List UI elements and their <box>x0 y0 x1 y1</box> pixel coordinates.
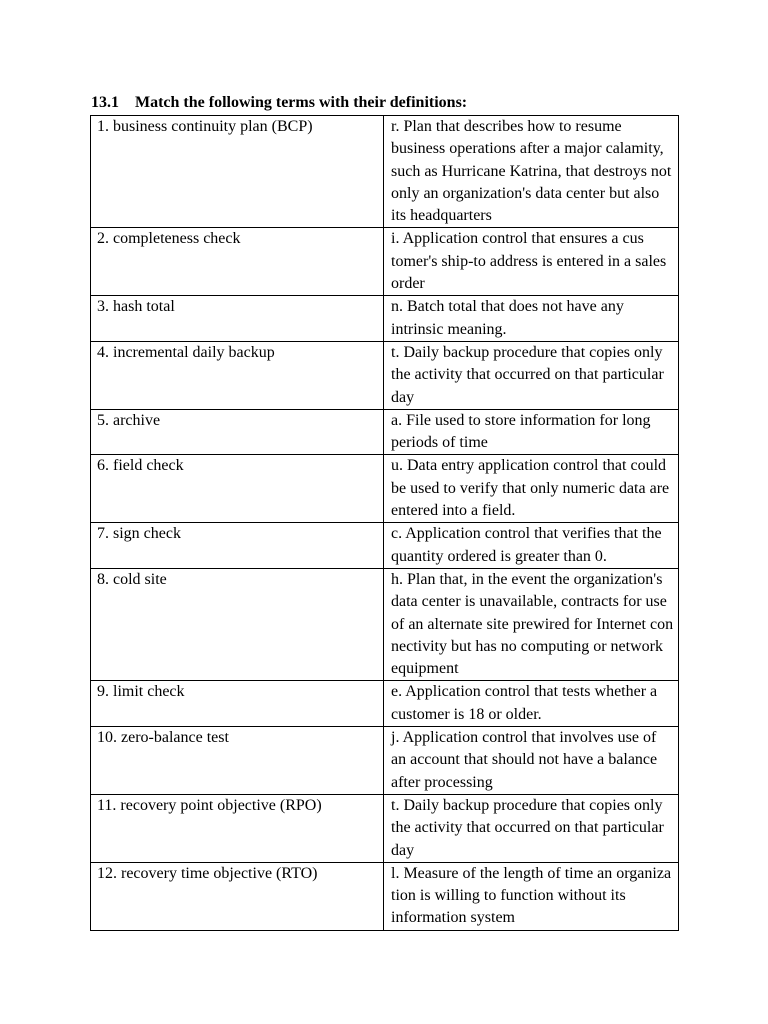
table-row <box>91 862 679 930</box>
definition-cell: c. Application control that verifies that the quantity ordered is greater than 0. <box>384 523 679 569</box>
term-cell: 8. cold site <box>91 568 384 680</box>
matching-table <box>90 115 679 931</box>
term-cell: 2. completeness check <box>91 228 384 296</box>
table-row <box>91 228 679 296</box>
definition-cell: h. Plan that, in the event the organization's data center is unavailable, contracts for use of an alternate site prewired for Internet con nectivity but has no computing or network equipment <box>384 568 679 680</box>
definition-cell: t. Daily backup procedure that copies only the activity that occurred on that particular day <box>384 794 679 862</box>
table-row <box>91 409 679 455</box>
term-cell: 10. zero-balance test <box>91 727 384 795</box>
table-row <box>91 455 679 523</box>
term-cell: 9. limit check <box>91 681 384 727</box>
exercise-instruction: Match the following terms with their definitions: <box>135 94 468 111</box>
table-row <box>91 116 679 228</box>
table-row <box>91 341 679 409</box>
definition-cell: u. Data entry application control that could be used to verify that only numeric data are entered into a field. <box>384 455 679 523</box>
table-row <box>91 568 679 680</box>
term-cell: 7. sign check <box>91 523 384 569</box>
term-cell: 12. recovery time objective (RTO) <box>91 862 384 930</box>
term-cell: 3. hash total <box>91 296 384 342</box>
table-row <box>91 681 679 727</box>
table-row <box>91 296 679 342</box>
definition-cell: j. Application control that involves use of an account that should not have a balance after processing <box>384 727 679 795</box>
definition-cell: l. Measure of the length of time an organiza tion is willing to function without its information system <box>384 862 679 930</box>
table-row <box>91 523 679 569</box>
definition-cell: i. Application control that ensures a cus tomer's ship-to address is entered in a sales order <box>384 228 679 296</box>
exercise-heading <box>91 93 467 113</box>
term-cell: 5. archive <box>91 409 384 455</box>
definition-cell: t. Daily backup procedure that copies only the activity that occurred on that particular day <box>384 341 679 409</box>
term-cell: 11. recovery point objective (RPO) <box>91 794 384 862</box>
term-cell: 6. field check <box>91 455 384 523</box>
table-row <box>91 794 679 862</box>
table-row <box>91 727 679 795</box>
definition-cell: r. Plan that describes how to resume business operations after a major calamity, such as Hurricane Katrina, that destroys not only an organization's data center but also its headquarters <box>384 116 679 228</box>
term-cell: 4. incremental daily backup <box>91 341 384 409</box>
definition-cell: n. Batch total that does not have any intrinsic meaning. <box>384 296 679 342</box>
exercise-number: 13.1 <box>91 94 119 111</box>
definition-cell: a. File used to store information for long periods of time <box>384 409 679 455</box>
term-cell: 1. business continuity plan (BCP) <box>91 116 384 228</box>
definition-cell: e. Application control that tests whether a customer is 18 or older. <box>384 681 679 727</box>
